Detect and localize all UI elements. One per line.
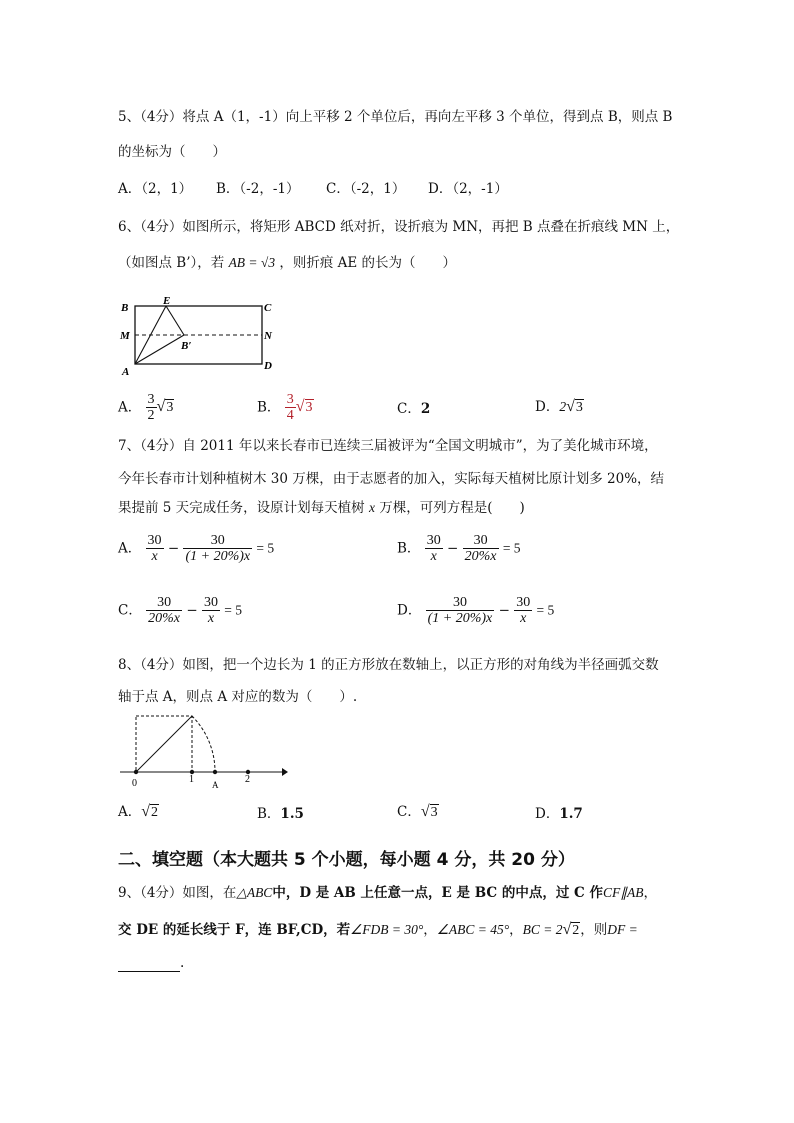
q8-option-a: [118, 803, 159, 822]
q9-df-equals: DF =: [607, 922, 638, 937]
q6-option-d-sqrt: √3: [566, 398, 583, 415]
q9-cf-parallel: CF∥AB: [602, 885, 644, 900]
q5-option-a: A．（2，1）: [118, 181, 193, 197]
q7-option-d-frac2: [514, 595, 532, 626]
q7-line3-prefix: 果提前 5 天完成任务，设原计划每天植树: [118, 500, 365, 516]
q6-segment-eb-prime: [166, 306, 184, 335]
q8-option-a-root: 2: [151, 805, 159, 820]
q7-option-d: D． $\frac{30}{(1 + 20\%)x}$ − $\frac{30}{x}$ = 5: [397, 595, 555, 626]
q8-label-0: 0: [132, 778, 137, 789]
q6-line1: 6、（4分）如图所示，将矩形 ABCD 纸对折，设折痕为 MN，再把 B 点叠在折痕线 MN 上，: [118, 219, 680, 235]
q9-line1-end: ，: [643, 885, 657, 901]
q7-option-c-frac2-den: x: [202, 610, 220, 626]
q6-label-b-prime: B′: [181, 340, 192, 352]
q9-bc-length: BC = 2: [522, 922, 563, 937]
q7-option-d-letter: D．: [397, 602, 422, 619]
q9-line1-prefix: 9、（4分）如图，在: [118, 885, 237, 901]
q7-option-d-rhs: = 5: [536, 602, 555, 618]
q9-angle-fdb: ∠FDB = 30°: [350, 922, 424, 937]
q9-bc-root: 2: [572, 923, 580, 938]
q8-option-a-letter: A．: [118, 804, 142, 820]
q6-option-b-den: 4: [286, 408, 294, 423]
q5-line2: 的坐标为（ ）: [118, 144, 226, 160]
q6-option-a-den: 2: [147, 408, 155, 423]
q9-bc-sqrt: √2: [562, 921, 580, 938]
q7-option-c-rhs: = 5: [224, 602, 242, 618]
q8-option-a-sqrt: √2: [141, 803, 159, 820]
q7-option-d-frac1: [426, 595, 495, 626]
q7-option-a-letter: A．: [118, 540, 142, 557]
q7-option-a-frac1-den: x: [146, 548, 164, 564]
q6-option-c-value: 2: [420, 401, 431, 417]
q9-line3: [118, 954, 184, 972]
q7-option-b-frac2-num: 30: [473, 533, 488, 548]
q8-diagonal: [136, 716, 192, 772]
q8-line1: 8、（4分）如图，把一个边长为 1 的正方形放在数轴上，以正方形的对角线为半径画弧交数: [118, 657, 659, 673]
q5-option-b: B．（-2，-1）: [216, 181, 300, 197]
q6-ab-equation: AB = √3: [228, 255, 276, 270]
q8-label-2: 2: [245, 774, 250, 785]
q7-option-c-frac2: [202, 595, 220, 626]
q6-label-c: C: [264, 302, 272, 314]
q7-line3-suffix: 万棵，可列方程是( ): [379, 500, 525, 516]
q6-option-b-fraction: [285, 392, 296, 423]
q7-option-a-frac2-num: 30: [210, 533, 225, 548]
q8-option-b-letter: B．: [257, 806, 281, 822]
q7-option-a-rhs: = 5: [256, 540, 275, 556]
q7-option-d-frac2-den: x: [514, 610, 532, 626]
q8-option-b-value: 1.5: [280, 806, 304, 822]
q8-arc: [192, 716, 215, 772]
q7-option-b-frac2: [463, 533, 499, 564]
q6-option-a-letter: A．: [118, 399, 142, 416]
q6-option-a-root: 3: [166, 400, 174, 415]
q7-variable-x: x: [368, 500, 375, 515]
q6-option-b-num: 3: [286, 392, 294, 407]
q7-option-d-frac1-num: 30: [452, 595, 467, 610]
q8-option-b: [257, 805, 304, 823]
q7-option-c-frac1-num: 30: [157, 595, 172, 610]
q6-option-a-num: 3: [147, 392, 155, 407]
q6-option-d: [535, 398, 584, 417]
q5-option-c: C．（-2，1）: [326, 181, 406, 197]
q6-option-b: [257, 392, 314, 423]
q7-option-b: B． $\frac{30}{x}$ − $\frac{30}{20\%x}$ = 5: [397, 533, 521, 564]
q6-option-a-sqrt: √3: [156, 398, 174, 415]
q8-point-a: [213, 770, 217, 774]
q7-option-b-frac2-den: 20%x: [464, 549, 497, 564]
q9-triangle: △ABC: [236, 885, 273, 900]
q7-line2: 今年长春市计划种植树木 30 万棵，由于志愿者的加入，实际每天植树比原计划多 20%，结: [118, 471, 665, 487]
q7-line3: [118, 499, 525, 517]
q6-option-b-root: 3: [305, 400, 313, 415]
q7-option-d-frac1-den: (1 + 20%)x: [427, 611, 493, 626]
q8-option-d-letter: D．: [535, 806, 560, 822]
q6-label-m: M: [120, 330, 130, 342]
q7-option-b-rhs: = 5: [502, 540, 521, 556]
q8-option-c-root: 3: [430, 805, 438, 820]
q7-option-b-frac1: [425, 533, 443, 564]
q7-option-a-frac2-den: (1 + 20%)x: [185, 549, 251, 564]
q8-label-a: A: [212, 780, 219, 790]
q7-option-c-frac2-num: 30: [203, 595, 218, 610]
q9-line2: 交 DE 的延长线于 F，连 BF,CD，若∠FDB = 30°，∠ABC = 45°，BC = 2√2，则DF =: [118, 921, 638, 938]
q7-option-b-frac1-num: 30: [426, 533, 441, 548]
q7-option-a: A． $\frac{30}{x}$ − $\frac{30}{(1 + 20\%)x}$ = 5: [118, 533, 275, 564]
q6-label-b: B: [121, 302, 129, 314]
q8-option-c: [397, 803, 439, 822]
q7-option-c-frac1: [146, 595, 182, 626]
q9-line2-then: ，则: [580, 922, 608, 938]
q8-axis-arrow: [282, 768, 288, 776]
q6-option-d-root: 3: [575, 400, 583, 415]
q7-option-a-frac1: [146, 533, 164, 564]
q8-label-1: 1: [189, 774, 194, 785]
q6-option-a: [118, 392, 174, 423]
q8-line2: 轴于点 A，则点 A 对应的数为（ ）.: [118, 689, 358, 705]
q7-option-b-letter: B．: [397, 540, 421, 557]
q9-line1: [118, 884, 657, 902]
q8-point-0: [134, 770, 138, 774]
q6-option-b-letter: B．: [257, 399, 281, 416]
q6-option-c: [397, 400, 430, 418]
q8-option-d-value: 1.7: [559, 806, 583, 822]
q6-line2: [118, 254, 456, 272]
q9-angle-abc: ∠ABC = 45°: [436, 922, 510, 937]
q7-option-c-frac1-den: 20%x: [148, 611, 181, 626]
q6-option-b-sqrt: √3: [295, 398, 313, 415]
q8-option-c-sqrt: √3: [420, 803, 438, 820]
q7-option-a-frac2: [183, 533, 252, 564]
q9-answer-blank[interactable]: [118, 957, 180, 972]
q6-figure: [118, 296, 278, 376]
q6-label-a: A: [122, 366, 130, 376]
q8-option-d: [535, 805, 583, 823]
q9-line1-mid: 中，D 是 AB 上任意一点，E 是 BC 的中点，过 C 作: [272, 885, 603, 901]
q6-line2-suffix: ，则折痕 AE 的长为（ ）: [279, 255, 457, 271]
q6-option-a-fraction: [146, 392, 157, 423]
q6-label-n: N: [264, 330, 272, 342]
q6-option-c-letter: C．: [397, 401, 421, 417]
q6-option-d-letter: D．: [535, 399, 560, 415]
q6-option-d-coef: 2: [559, 399, 567, 414]
q9-line2-prefix: 交 DE 的延长线于 F，连 BF,CD，若: [118, 922, 351, 938]
q7-option-a-frac1-num: 30: [147, 533, 162, 548]
q6-label-e: E: [163, 296, 171, 307]
q7-option-c-letter: C．: [118, 602, 142, 619]
q6-label-d: D: [264, 360, 272, 372]
q7-option-b-frac1-den: x: [425, 548, 443, 564]
section-2-title: 二、填空题（本大题共 5 个小题，每小题 4 分，共 20 分）: [118, 850, 575, 870]
q7-line1: 7、（4分）自 2011 年以来长春市已连续三届被评为“全国文明城市”，为了美化城市环境，: [118, 438, 658, 454]
q5-line1: 5、（4分）将点 A（1，-1）向上平移 2 个单位后，再向左平移 3 个单位，得到点 B，则点 B: [118, 109, 673, 125]
q6-line2-prefix: （如图点 B’），若: [118, 255, 225, 271]
q9-line3-period: .: [180, 955, 185, 971]
q8-option-c-letter: C．: [397, 804, 421, 820]
q7-option-d-frac2-num: 30: [516, 595, 531, 610]
q7-option-c: C． $\frac{30}{20\%x}$ − $\frac{30}{x}$ = 5: [118, 595, 242, 626]
q5-option-d: D．（2，-1）: [428, 181, 508, 197]
q8-figure: [118, 710, 288, 794]
